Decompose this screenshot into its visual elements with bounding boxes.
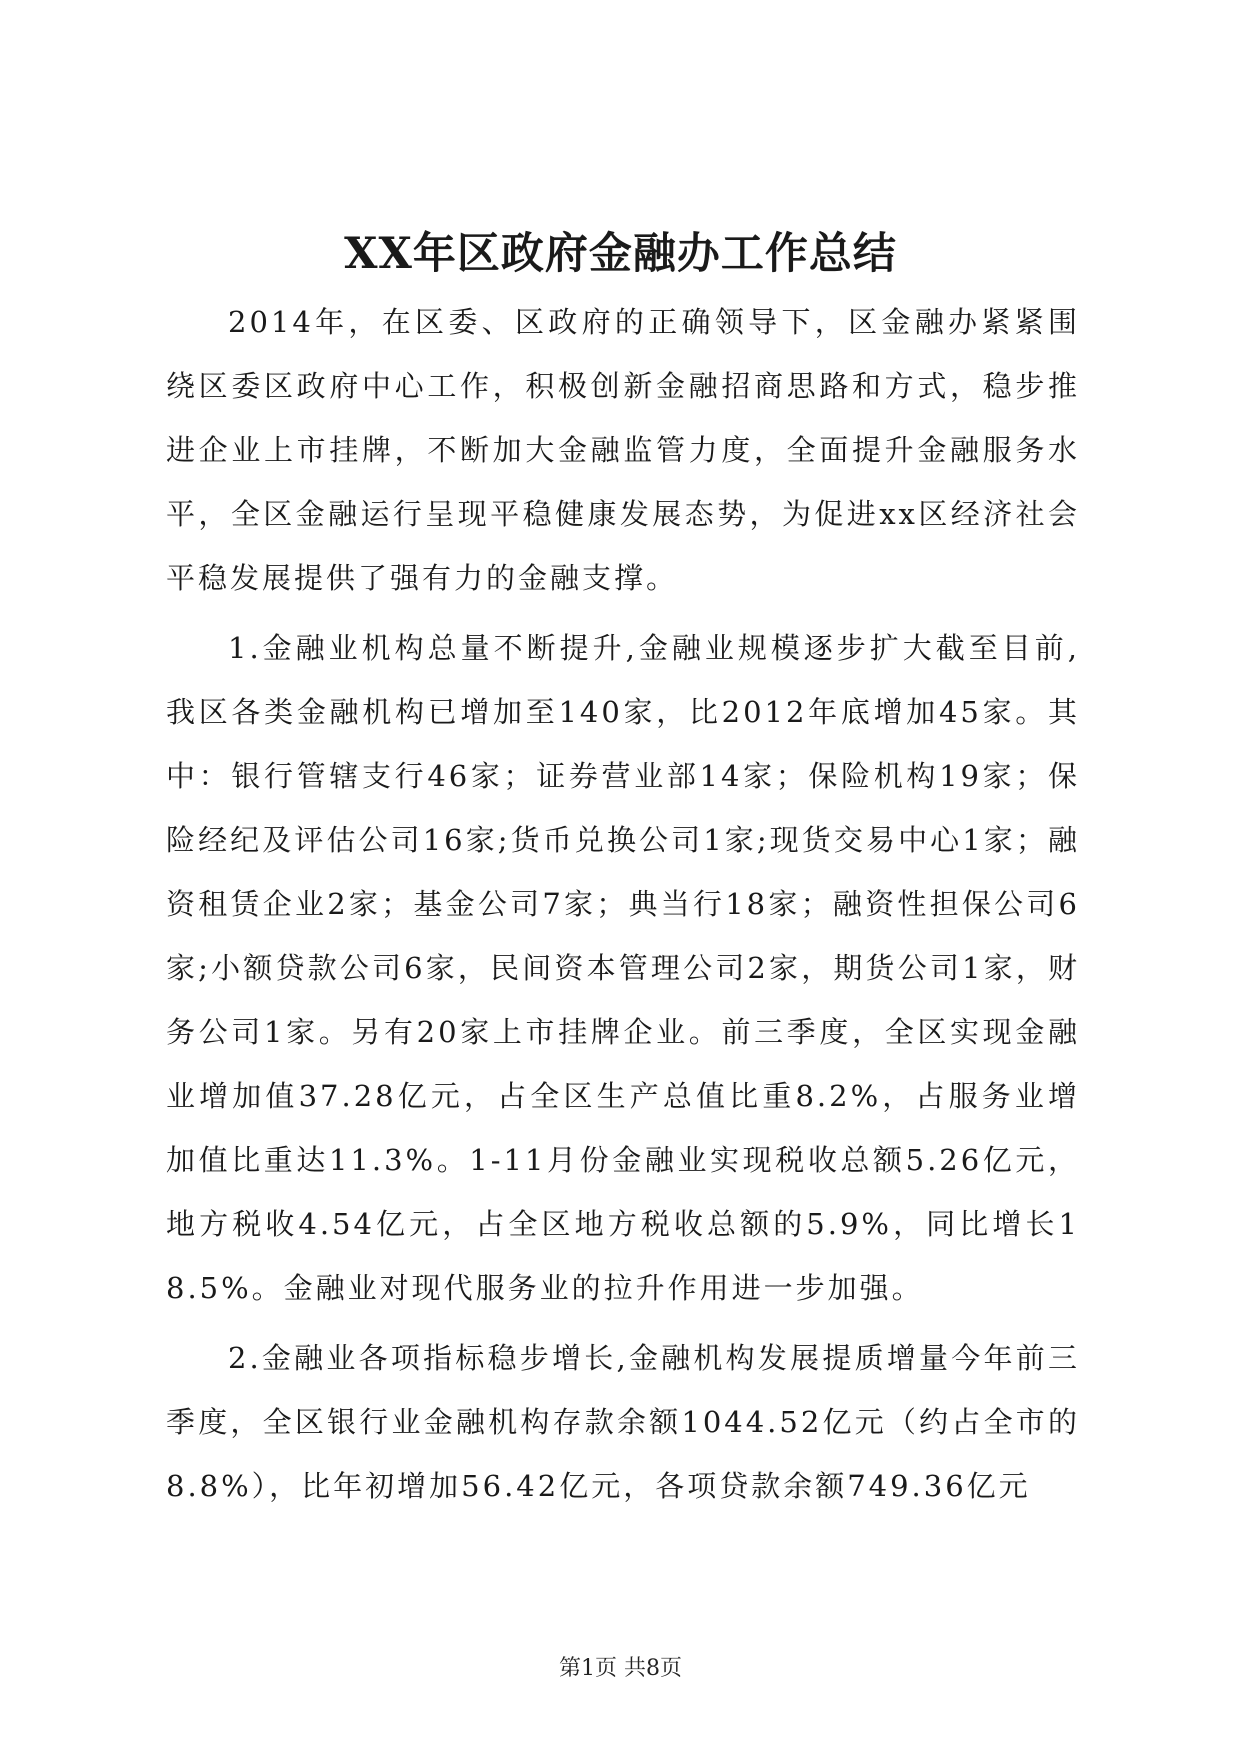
paragraph-intro: 2014年，在区委、区政府的正确领导下，区金融办紧紧围绕区委区政府中心工作，积极创新金融招商思路和方式，稳步推进企业上市挂牌，不断加大金融监管力度，全面提升金融服务水平，全区金融运行呈现平稳健康发展态势，为促进xx区经济社会平稳发展提供了强有力的金融支撑。	[166, 305, 1080, 595]
document-body	[166, 290, 1080, 1524]
page-number: 第1页 共8页	[559, 1656, 682, 1681]
document-title: XX年区政府金融办工作总结	[344, 229, 897, 279]
paragraph-indicators: 2.金融业各项指标稳步增长,金融机构发展提质增量今年前三季度，全区银行业金融机构存款余额1044.52亿元（约占全市的8.8%），比年初增加56.42亿元，各项贷款余额749.36亿元	[166, 1341, 1080, 1503]
paragraph-institutions: 1.金融业机构总量不断提升,金融业规模逐步扩大截至目前,我区各类金融机构已增加至140家，比2012年底增加45家。其中：银行管辖支行46家；证券营业部14家；保险机构19家；保险经纪及评估公司16家;货币兑换公司1家;现货交易中心1家；融资租赁企业2家；基金公司7家；典当行18家；融资性担保公司6家;小额贷款公司6家，民间资本管理公司2家，期货公司1家，财务公司1家。另有20家上市挂牌企业。前三季度，全区实现金融业增加值37.28亿元，占全区生产总值比重8.2%，占服务业增加值比重达11.3%。1-11月份金融业实现税收总额5.26亿元，地方税收4.54亿元，占全区地方税收总额的5.9%，同比增长18.5%。金融业对现代服务业的拉升作用进一步加强。	[166, 631, 1080, 1305]
